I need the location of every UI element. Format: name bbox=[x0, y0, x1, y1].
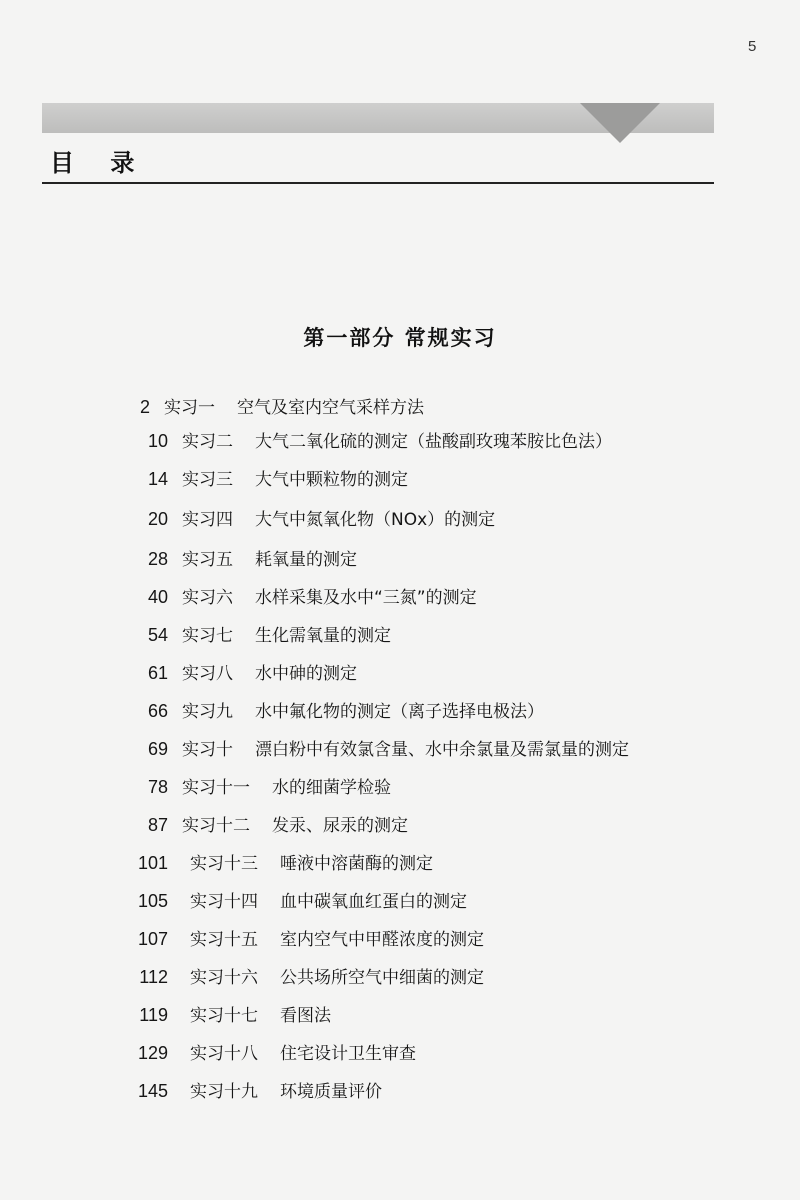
toc-title: 大气二氧化硫的测定（盐酸副玫瑰苯胺比色法） bbox=[255, 432, 612, 452]
toc-title: 水中氟化物的测定（离子选择电极法） bbox=[255, 702, 544, 722]
toc-page-number: 69 bbox=[147, 739, 168, 759]
toc-label: 实习十五 bbox=[190, 930, 258, 950]
toc-title: 大气中氮氧化物（NOx）的测定 bbox=[255, 510, 496, 530]
toc-page-number: 61 bbox=[147, 663, 168, 683]
toc-entry[interactable] bbox=[116, 772, 391, 802]
toc-title: 水样采集及水中“三氮”的测定 bbox=[255, 588, 477, 608]
toc-page-number: 107 bbox=[137, 929, 168, 949]
toc-title: 环境质量评价 bbox=[280, 1082, 382, 1102]
page-title: 目 录 bbox=[50, 149, 149, 177]
toc-label: 实习十四 bbox=[190, 892, 258, 912]
toc-title: 唾液中溶菌酶的测定 bbox=[280, 854, 433, 874]
toc-entry[interactable] bbox=[128, 392, 424, 422]
toc-page-number: 10 bbox=[147, 431, 168, 451]
toc-page-number: 2 bbox=[139, 397, 150, 417]
toc-page-number: 105 bbox=[137, 891, 168, 911]
toc-entry[interactable] bbox=[116, 504, 495, 534]
toc-title: 发汞、尿汞的测定 bbox=[272, 816, 408, 836]
toc-entry[interactable] bbox=[116, 810, 408, 840]
toc-label: 实习八 bbox=[182, 664, 233, 684]
toc-entry[interactable] bbox=[116, 1076, 382, 1106]
toc-page-number: 14 bbox=[147, 469, 168, 489]
toc-label: 实习十七 bbox=[190, 1006, 258, 1026]
toc-page-number: 87 bbox=[147, 815, 168, 835]
section-heading: 第一部分 常规实习 bbox=[303, 326, 497, 350]
toc-title: 漂白粉中有效氯含量、水中余氯量及需氯量的测定 bbox=[255, 740, 629, 760]
toc-title: 生化需氧量的测定 bbox=[255, 626, 391, 646]
toc-page-number: 119 bbox=[139, 1005, 168, 1025]
toc-label: 实习十一 bbox=[182, 778, 250, 798]
toc-label: 实习十 bbox=[182, 740, 233, 760]
toc-entry[interactable] bbox=[116, 544, 357, 574]
toc-entry[interactable] bbox=[116, 464, 408, 494]
toc-title: 大气中颗粒物的测定 bbox=[255, 470, 408, 490]
toc-entry[interactable] bbox=[116, 1000, 331, 1030]
toc-entry[interactable] bbox=[116, 582, 477, 612]
toc-page-number: 40 bbox=[147, 587, 168, 607]
toc-page-number: 112 bbox=[139, 967, 168, 987]
toc-page-number: 129 bbox=[137, 1043, 168, 1063]
toc-entry[interactable] bbox=[116, 696, 544, 726]
toc-title: 水的细菌学检验 bbox=[272, 778, 391, 798]
title-rule bbox=[42, 182, 714, 184]
toc-label: 实习一 bbox=[164, 398, 215, 418]
toc-entry[interactable] bbox=[116, 962, 484, 992]
toc-title: 血中碳氧血红蛋白的测定 bbox=[280, 892, 467, 912]
toc-title: 空气及室内空气采样方法 bbox=[237, 398, 424, 418]
toc-page-number: 54 bbox=[147, 625, 168, 645]
toc-page-number: 145 bbox=[137, 1081, 168, 1101]
toc-label: 实习七 bbox=[182, 626, 233, 646]
toc-label: 实习四 bbox=[182, 510, 233, 530]
toc-entry[interactable] bbox=[116, 620, 391, 650]
toc-entry[interactable] bbox=[116, 1038, 416, 1068]
toc-label: 实习五 bbox=[182, 550, 233, 570]
toc-page-number: 28 bbox=[147, 549, 168, 569]
toc-title: 住宅设计卫生审查 bbox=[280, 1044, 416, 1064]
toc-entry[interactable] bbox=[116, 848, 433, 878]
toc-title: 水中砷的测定 bbox=[255, 664, 357, 684]
toc-entry[interactable] bbox=[116, 426, 612, 456]
toc-label: 实习六 bbox=[182, 588, 233, 608]
toc-entry[interactable] bbox=[116, 886, 467, 916]
toc-label: 实习十八 bbox=[190, 1044, 258, 1064]
toc-title: 室内空气中甲醛浓度的测定 bbox=[280, 930, 484, 950]
toc-label: 实习十三 bbox=[190, 854, 258, 874]
toc-entry[interactable] bbox=[116, 924, 484, 954]
toc-entry[interactable] bbox=[116, 734, 629, 764]
toc-title: 看图法 bbox=[280, 1006, 331, 1026]
toc-title: 耗氧量的测定 bbox=[255, 550, 357, 570]
toc-entry[interactable] bbox=[116, 658, 357, 688]
toc-page-number: 78 bbox=[147, 777, 168, 797]
toc-label: 实习三 bbox=[182, 470, 233, 490]
toc-title: 公共场所空气中细菌的测定 bbox=[280, 968, 484, 988]
toc-page-number: 20 bbox=[147, 509, 168, 529]
toc-page-number: 66 bbox=[147, 701, 168, 721]
toc-label: 实习九 bbox=[182, 702, 233, 722]
toc-label: 实习十六 bbox=[190, 968, 258, 988]
toc-page-number: 101 bbox=[137, 853, 168, 873]
toc-label: 实习十二 bbox=[182, 816, 250, 836]
toc-label: 实习十九 bbox=[190, 1082, 258, 1102]
page-number: 5 bbox=[748, 38, 757, 55]
toc-label: 实习二 bbox=[182, 432, 233, 452]
